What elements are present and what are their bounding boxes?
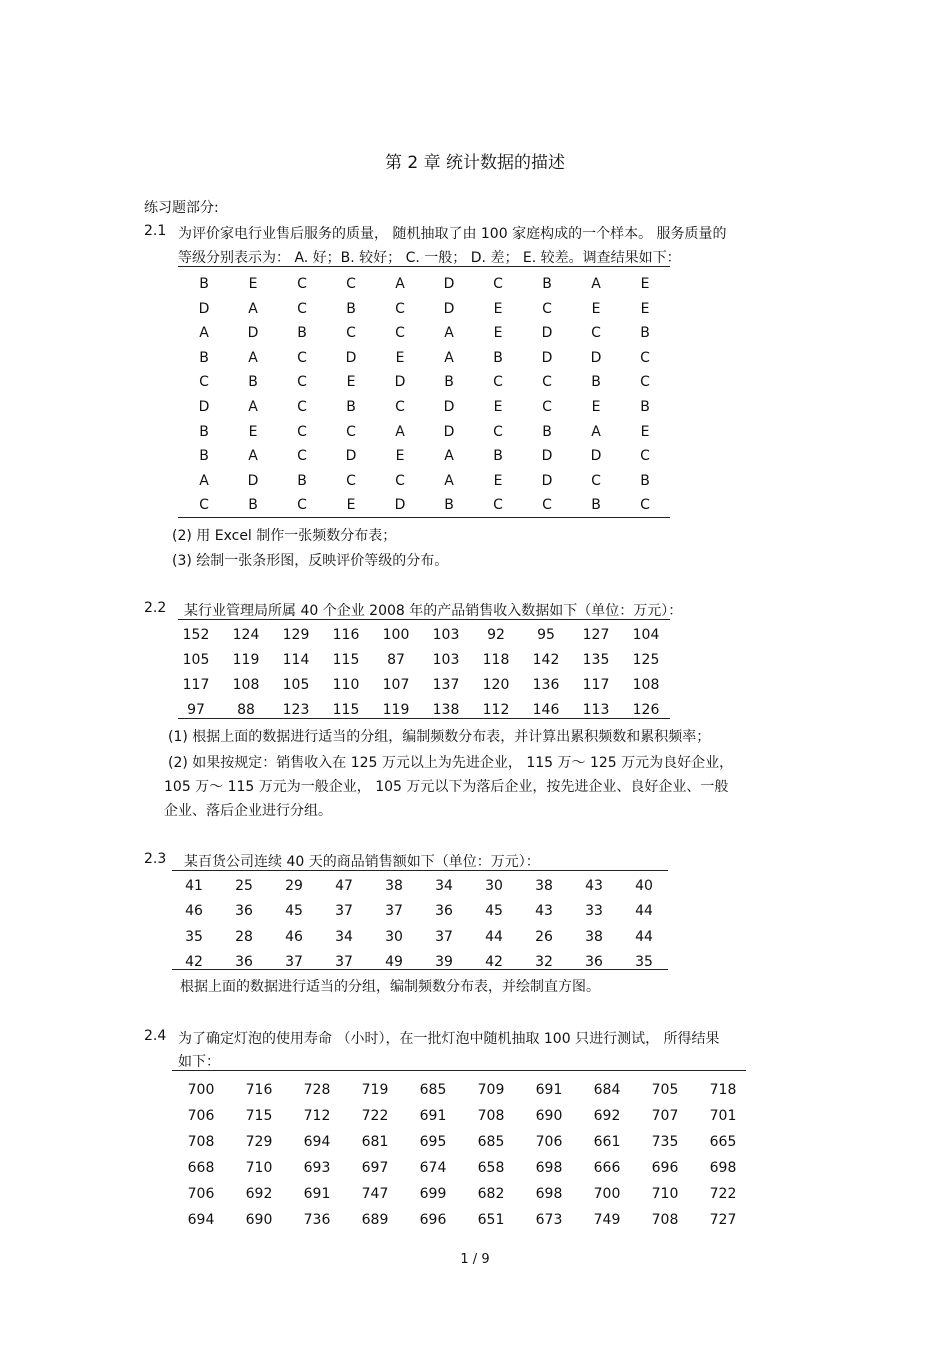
q24-text-line1: 为了确定灯泡的使用寿命 （小时），在一批灯泡中随机抽取 100 只进行测试， 所得结果	[178, 1031, 720, 1047]
table-cell: B	[542, 423, 552, 440]
table-cell: B	[640, 472, 650, 489]
table-cell: 127	[582, 627, 610, 643]
table-cell: C	[493, 276, 503, 292]
table-cell: 36	[235, 953, 253, 970]
table-cell: 126	[632, 702, 660, 718]
table-cell: 119	[232, 652, 260, 668]
table-cell: E	[493, 325, 503, 342]
q24-table-top-rule	[172, 1070, 746, 1071]
table-cell: 710	[245, 1160, 273, 1176]
table-cell: E	[493, 472, 503, 489]
q21-table-top-rule	[178, 266, 670, 267]
table-cell: 706	[187, 1108, 215, 1124]
q21-task-3: (3) 绘制一张条形图，反映评价等级的分布。	[172, 553, 449, 569]
table-cell: C	[640, 497, 650, 514]
table-cell: B	[199, 423, 209, 440]
table-cell: 716	[245, 1082, 273, 1098]
table-cell: E	[640, 300, 650, 317]
table-cell: 26	[535, 928, 553, 945]
table-cell: 735	[651, 1134, 679, 1150]
table-cell: D	[247, 472, 259, 489]
table-cell: 103	[432, 627, 460, 643]
table-cell: A	[444, 325, 454, 342]
table-cell: 43	[585, 878, 603, 894]
table-cell: 681	[361, 1134, 389, 1150]
table-cell: 694	[303, 1134, 331, 1150]
table-cell: 120	[482, 677, 510, 693]
table-cell: 35	[185, 928, 203, 945]
q22-task-1: (1) 根据上面的数据进行适当的分组，编制频数分布表，并计算出累积频数和累积频率；	[168, 729, 711, 745]
table-cell: 105	[182, 652, 210, 668]
table-cell: C	[297, 300, 307, 317]
table-cell: D	[345, 448, 357, 465]
table-cell: C	[297, 374, 307, 391]
table-cell: 37	[335, 953, 353, 970]
table-cell: 38	[585, 928, 603, 945]
table-cell: 37	[335, 903, 353, 920]
table-cell: 36	[235, 903, 253, 920]
q21-table-bottom-rule	[178, 517, 670, 518]
table-cell: 690	[245, 1212, 273, 1228]
table-cell: 661	[593, 1134, 621, 1150]
table-cell: 87	[387, 652, 405, 668]
table-cell: A	[444, 448, 454, 465]
table-cell: 682	[477, 1186, 505, 1202]
table-cell: 747	[361, 1186, 389, 1202]
table-cell: 708	[651, 1212, 679, 1228]
table-cell: A	[199, 472, 209, 489]
q23-intro: 某百货公司连续 40 天的商品销售额如下（单位：万元）：	[184, 854, 540, 870]
table-cell: 715	[245, 1108, 273, 1124]
table-cell: 100	[382, 627, 410, 643]
table-cell: C	[297, 423, 307, 440]
table-cell: 684	[593, 1082, 621, 1098]
table-cell: 36	[435, 903, 453, 920]
table-cell: 104	[632, 627, 660, 643]
table-cell: E	[640, 276, 650, 292]
table-cell: D	[443, 399, 455, 415]
table-cell: 722	[361, 1108, 389, 1124]
table-cell: 92	[487, 627, 505, 643]
table-cell: A	[444, 472, 454, 489]
q22-task-2-line1: (2) 如果按规定：销售收入在 125 万元以上为先进企业， 115 万～ 125 万元为良好企业，	[168, 755, 734, 771]
table-cell: 135	[582, 652, 610, 668]
table-cell: C	[199, 497, 209, 514]
table-cell: 42	[485, 953, 503, 970]
table-cell: B	[542, 276, 552, 292]
q23-task: 根据上面的数据进行适当的分组，编制频数分布表，并绘制直方图。	[180, 979, 600, 995]
table-cell: 138	[432, 702, 460, 718]
table-cell: 118	[482, 652, 510, 668]
table-cell: C	[297, 497, 307, 514]
question-number-2-3: 2.3	[144, 851, 167, 867]
table-cell: D	[247, 325, 259, 342]
table-cell: 708	[187, 1134, 215, 1150]
table-cell: 34	[435, 878, 453, 894]
table-cell: 47	[335, 878, 353, 894]
table-cell: B	[199, 448, 209, 465]
table-cell: 693	[303, 1160, 331, 1176]
table-cell: 40	[635, 878, 653, 894]
table-cell: 88	[237, 702, 255, 718]
table-cell: E	[395, 349, 405, 366]
table-cell: A	[444, 349, 454, 366]
table-cell: 698	[709, 1160, 737, 1176]
table-cell: 107	[382, 677, 410, 693]
table-cell: 690	[535, 1108, 563, 1124]
table-cell: C	[346, 472, 356, 489]
question-number-2-2: 2.2	[144, 600, 167, 616]
table-cell: 30	[485, 878, 503, 894]
table-cell: B	[346, 300, 356, 317]
table-cell: 42	[185, 953, 203, 970]
table-cell: B	[444, 497, 454, 514]
section-heading: 练习题部分:	[144, 200, 219, 216]
table-cell: 113	[582, 702, 610, 718]
table-cell: D	[443, 276, 455, 292]
table-cell: E	[493, 300, 503, 317]
table-cell: 674	[419, 1160, 447, 1176]
table-cell: 136	[532, 677, 560, 693]
table-cell: B	[248, 497, 258, 514]
table-cell: 705	[651, 1082, 679, 1098]
table-cell: A	[248, 448, 258, 465]
table-cell: 694	[187, 1212, 215, 1228]
table-cell: D	[198, 399, 210, 415]
table-cell: 32	[535, 953, 553, 970]
table-cell: 665	[709, 1134, 737, 1150]
table-cell: A	[248, 349, 258, 366]
table-cell: 36	[585, 953, 603, 970]
table-cell: 709	[477, 1082, 505, 1098]
table-cell: C	[297, 276, 307, 292]
table-cell: 115	[332, 652, 360, 668]
table-cell: 692	[593, 1108, 621, 1124]
table-cell: B	[248, 374, 258, 391]
table-cell: D	[541, 448, 553, 465]
table-cell: 698	[535, 1186, 563, 1202]
table-cell: 103	[432, 652, 460, 668]
table-cell: 25	[235, 878, 253, 894]
table-cell: 695	[419, 1134, 447, 1150]
table-cell: C	[395, 300, 405, 317]
table-cell: 33	[585, 903, 603, 920]
table-cell: 117	[182, 677, 210, 693]
table-cell: C	[395, 399, 405, 415]
table-cell: 41	[185, 878, 203, 894]
table-cell: E	[395, 448, 405, 465]
table-cell: 123	[282, 702, 310, 718]
q22-table-top-rule	[178, 619, 670, 620]
q22-task-2-line2: 105 万～ 115 万元为一般企业， 105 万元以下为落后企业，按先进企业、良好企业、一般	[164, 779, 729, 795]
table-cell: E	[493, 399, 503, 415]
table-cell: C	[395, 472, 405, 489]
table-cell: D	[590, 448, 602, 465]
table-cell: 701	[709, 1108, 737, 1124]
question-number-2-4: 2.4	[144, 1028, 167, 1044]
table-cell: 728	[303, 1082, 331, 1098]
table-cell: C	[199, 374, 209, 391]
table-cell: 129	[282, 627, 310, 643]
table-cell: 698	[535, 1160, 563, 1176]
table-cell: 117	[582, 677, 610, 693]
table-cell: D	[443, 423, 455, 440]
table-cell: 727	[709, 1212, 737, 1228]
table-cell: 38	[385, 878, 403, 894]
table-cell: B	[640, 325, 650, 342]
table-cell: C	[542, 497, 552, 514]
table-cell: 692	[245, 1186, 273, 1202]
table-cell: C	[591, 325, 601, 342]
table-cell: 718	[709, 1082, 737, 1098]
table-cell: 707	[651, 1108, 679, 1124]
table-cell: 708	[477, 1108, 505, 1124]
table-cell: E	[640, 423, 650, 440]
table-cell: 722	[709, 1186, 737, 1202]
table-cell: 706	[187, 1186, 215, 1202]
table-cell: C	[297, 448, 307, 465]
table-cell: 152	[182, 627, 210, 643]
table-cell: D	[345, 349, 357, 366]
table-cell: B	[346, 399, 356, 415]
table-cell: 45	[285, 903, 303, 920]
table-cell: E	[248, 423, 258, 440]
table-cell: 97	[187, 702, 205, 718]
table-cell: 668	[187, 1160, 215, 1176]
table-cell: 685	[477, 1134, 505, 1150]
table-cell: D	[541, 325, 553, 342]
table-cell: C	[346, 423, 356, 440]
table-cell: 49	[385, 953, 403, 970]
table-cell: 124	[232, 627, 260, 643]
table-cell: 651	[477, 1212, 505, 1228]
table-cell: B	[640, 399, 650, 415]
table-cell: 673	[535, 1212, 563, 1228]
table-cell: 700	[593, 1186, 621, 1202]
table-cell: 46	[185, 903, 203, 920]
q24-text-line2: 如下：	[178, 1054, 220, 1070]
question-number-2-1: 2.1	[144, 223, 167, 239]
table-cell: 44	[635, 928, 653, 945]
table-cell: 45	[485, 903, 503, 920]
table-cell: D	[590, 349, 602, 366]
table-cell: D	[541, 349, 553, 366]
table-cell: 710	[651, 1186, 679, 1202]
table-cell: C	[346, 325, 356, 342]
table-cell: 30	[385, 928, 403, 945]
table-cell: 689	[361, 1212, 389, 1228]
table-cell: E	[591, 300, 601, 317]
table-cell: 658	[477, 1160, 505, 1176]
table-cell: C	[395, 325, 405, 342]
table-cell: 146	[532, 702, 560, 718]
table-cell: 110	[332, 677, 360, 693]
table-cell: D	[394, 497, 406, 514]
table-cell: 125	[632, 652, 660, 668]
table-cell: A	[395, 423, 405, 440]
chapter-title: 第 2 章 统计数据的描述	[384, 153, 566, 173]
table-cell: C	[542, 399, 552, 415]
table-cell: 691	[535, 1082, 563, 1098]
page-number: 1 / 9	[460, 1252, 490, 1267]
table-cell: 142	[532, 652, 560, 668]
table-cell: 137	[432, 677, 460, 693]
table-cell: 114	[282, 652, 310, 668]
table-cell: 706	[535, 1134, 563, 1150]
table-cell: B	[297, 472, 307, 489]
table-cell: B	[444, 374, 454, 391]
q21-text-line2: 等级分别表示为： A. 好；B. 较好； C. 一般； D. 差； E. 较差。调查结果如下：	[178, 250, 681, 266]
q21-text-line1: 为评价家电行业售后服务的质量， 随机抽取了由 100 家庭构成的一个样本。 服务质量的	[178, 226, 727, 242]
table-cell: 95	[537, 627, 555, 643]
table-cell: 697	[361, 1160, 389, 1176]
table-cell: A	[395, 276, 405, 292]
table-cell: C	[493, 497, 503, 514]
table-cell: 729	[245, 1134, 273, 1150]
q22-table-bottom-rule	[178, 718, 670, 719]
table-cell: 700	[187, 1082, 215, 1098]
table-cell: D	[541, 472, 553, 489]
table-cell: 719	[361, 1082, 389, 1098]
table-cell: D	[443, 300, 455, 317]
table-cell: 699	[419, 1186, 447, 1202]
table-cell: C	[542, 374, 552, 391]
table-cell: A	[199, 325, 209, 342]
table-cell: 37	[285, 953, 303, 970]
q23-table-bottom-rule	[172, 969, 668, 970]
table-cell: 44	[635, 903, 653, 920]
table-cell: C	[640, 374, 650, 391]
table-cell: C	[346, 276, 356, 292]
table-cell: E	[248, 276, 258, 292]
table-cell: A	[591, 276, 601, 292]
table-cell: C	[591, 472, 601, 489]
table-cell: 108	[232, 677, 260, 693]
table-cell: B	[493, 349, 503, 366]
table-cell: 696	[419, 1212, 447, 1228]
table-cell: 749	[593, 1212, 621, 1228]
table-cell: 37	[435, 928, 453, 945]
table-cell: 37	[385, 903, 403, 920]
table-cell: 685	[419, 1082, 447, 1098]
table-cell: 691	[419, 1108, 447, 1124]
table-cell: B	[297, 325, 307, 342]
q22-intro: 某行业管理局所属 40 个企业 2008 年的产品销售收入数据如下（单位：万元）：	[184, 603, 683, 619]
table-cell: B	[199, 276, 209, 292]
table-cell: D	[198, 300, 210, 317]
table-cell: 691	[303, 1186, 331, 1202]
table-cell: 46	[285, 928, 303, 945]
table-cell: 43	[535, 903, 553, 920]
table-cell: E	[591, 399, 601, 415]
table-cell: C	[297, 349, 307, 366]
q23-table-top-rule	[172, 870, 668, 871]
table-cell: 38	[535, 878, 553, 894]
table-cell: C	[640, 349, 650, 366]
table-cell: 115	[332, 702, 360, 718]
table-cell: 666	[593, 1160, 621, 1176]
table-cell: 105	[282, 677, 310, 693]
table-cell: C	[640, 448, 650, 465]
table-cell: 39	[435, 953, 453, 970]
table-cell: 44	[485, 928, 503, 945]
table-cell: 696	[651, 1160, 679, 1176]
table-cell: C	[297, 399, 307, 415]
table-cell: 119	[382, 702, 410, 718]
table-cell: 736	[303, 1212, 331, 1228]
table-cell: 712	[303, 1108, 331, 1124]
table-cell: B	[591, 497, 601, 514]
table-cell: 35	[635, 953, 653, 970]
q22-task-2-line3: 企业、落后企业进行分组。	[164, 803, 332, 819]
table-cell: 108	[632, 677, 660, 693]
table-cell: E	[346, 497, 356, 514]
table-cell: A	[248, 300, 258, 317]
table-cell: 34	[335, 928, 353, 945]
table-cell: 29	[285, 878, 303, 894]
table-cell: C	[493, 374, 503, 391]
table-cell: B	[591, 374, 601, 391]
q21-task-2: (2) 用 Excel 制作一张频数分布表；	[172, 528, 397, 544]
table-cell: D	[394, 374, 406, 391]
table-cell: E	[346, 374, 356, 391]
table-cell: C	[493, 423, 503, 440]
table-cell: A	[248, 399, 258, 415]
table-cell: B	[199, 349, 209, 366]
table-cell: C	[542, 300, 552, 317]
table-cell: 28	[235, 928, 253, 945]
table-cell: 112	[482, 702, 510, 718]
table-cell: 116	[332, 627, 360, 643]
table-cell: A	[591, 423, 601, 440]
table-cell: B	[493, 448, 503, 465]
